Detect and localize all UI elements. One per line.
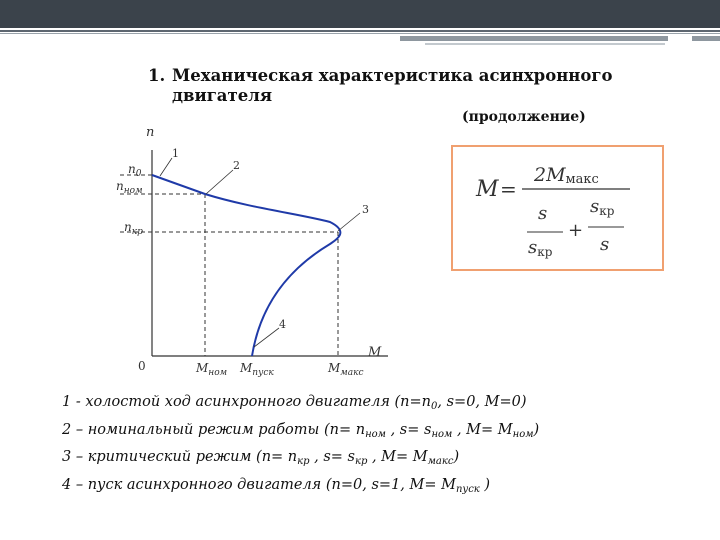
point-1-leader xyxy=(160,158,172,176)
legend-2-sub-3: ном xyxy=(512,428,534,440)
origin-label: 0 xyxy=(138,359,146,373)
legend-line-2 xyxy=(62,419,539,447)
legend-4-sub: пуск xyxy=(455,483,480,495)
formula-box xyxy=(451,145,664,271)
formula-numerator: 2Mмакс xyxy=(534,164,599,187)
formula-equals: = xyxy=(500,177,517,201)
formula-s-bottom: s xyxy=(600,234,610,255)
characteristic-curve xyxy=(152,175,340,356)
legend-3-sub-1: кр xyxy=(297,456,310,467)
legend-3-text-c: , M= M xyxy=(367,449,428,465)
legend-3-text-b: , s= s xyxy=(309,449,355,465)
formula-plus: + xyxy=(568,220,584,241)
point-3-label: 3 xyxy=(362,203,369,216)
n0-label: $n_0$ xyxy=(128,162,142,179)
legend-3-text: 3 – критический режим (n= n xyxy=(62,449,298,465)
point-1-label: 1 xyxy=(172,147,179,160)
legend-2-sub-2: ном xyxy=(431,428,453,440)
formula-s-top: s xyxy=(538,203,548,224)
nnom-label: $n_{ном}$ xyxy=(116,179,143,196)
point-2-leader xyxy=(206,170,233,194)
point-2-label: 2 xyxy=(233,159,240,172)
nkr-label: $n_{кр}$ xyxy=(124,220,143,237)
legend-3-text-d: ) xyxy=(453,449,460,465)
title-number: 1. xyxy=(148,66,166,85)
legend-line-1 xyxy=(62,391,539,419)
legend-1-text-end: , s=0, M=0) xyxy=(437,394,527,410)
title-line-1: Механическая характеристика асинхронного xyxy=(172,66,613,85)
mmax-label: $M_{макс}$ xyxy=(328,361,364,378)
legend-2-text-c: , M= M xyxy=(452,421,513,438)
legend-2-text-d: ) xyxy=(533,421,540,438)
legend-line-4 xyxy=(62,474,539,502)
legend-3-sub-2: кр xyxy=(354,456,368,467)
legend-2-sub-1: ном xyxy=(365,428,386,440)
formula-skr-top: sкр xyxy=(590,196,615,218)
legend-4-text-end: ) xyxy=(479,476,491,493)
legend-3-sub-3: макс xyxy=(427,456,454,467)
formula-skr-bottom: sкр xyxy=(528,237,553,259)
mnom-label: $M_{ном}$ xyxy=(196,361,228,378)
point-4-label: 4 xyxy=(279,318,286,331)
title-line-2: двигателя xyxy=(172,86,273,105)
legend-1-text: 1 - холостой ход асинхронного двигателя (n=n xyxy=(62,394,432,410)
legend-2-text-b: , s= s xyxy=(385,421,432,438)
legend-line-3 xyxy=(62,446,539,474)
mpusk-label: $M_{пуск}$ xyxy=(240,361,274,378)
point-3-leader xyxy=(338,213,360,231)
legend-4-text: 4 – пуск асинхронного двигателя (n=0, s=1, M= M xyxy=(62,476,456,493)
formula-lhs: M xyxy=(476,177,499,202)
legend-1-sub: 0 xyxy=(431,401,438,412)
x-axis-label: M xyxy=(368,345,382,360)
y-axis-label: n xyxy=(146,125,155,140)
legend xyxy=(62,391,539,501)
legend-2-text: 2 – номинальный режим работы (n= n xyxy=(62,421,366,438)
subtitle: (продолжение) xyxy=(462,109,586,125)
